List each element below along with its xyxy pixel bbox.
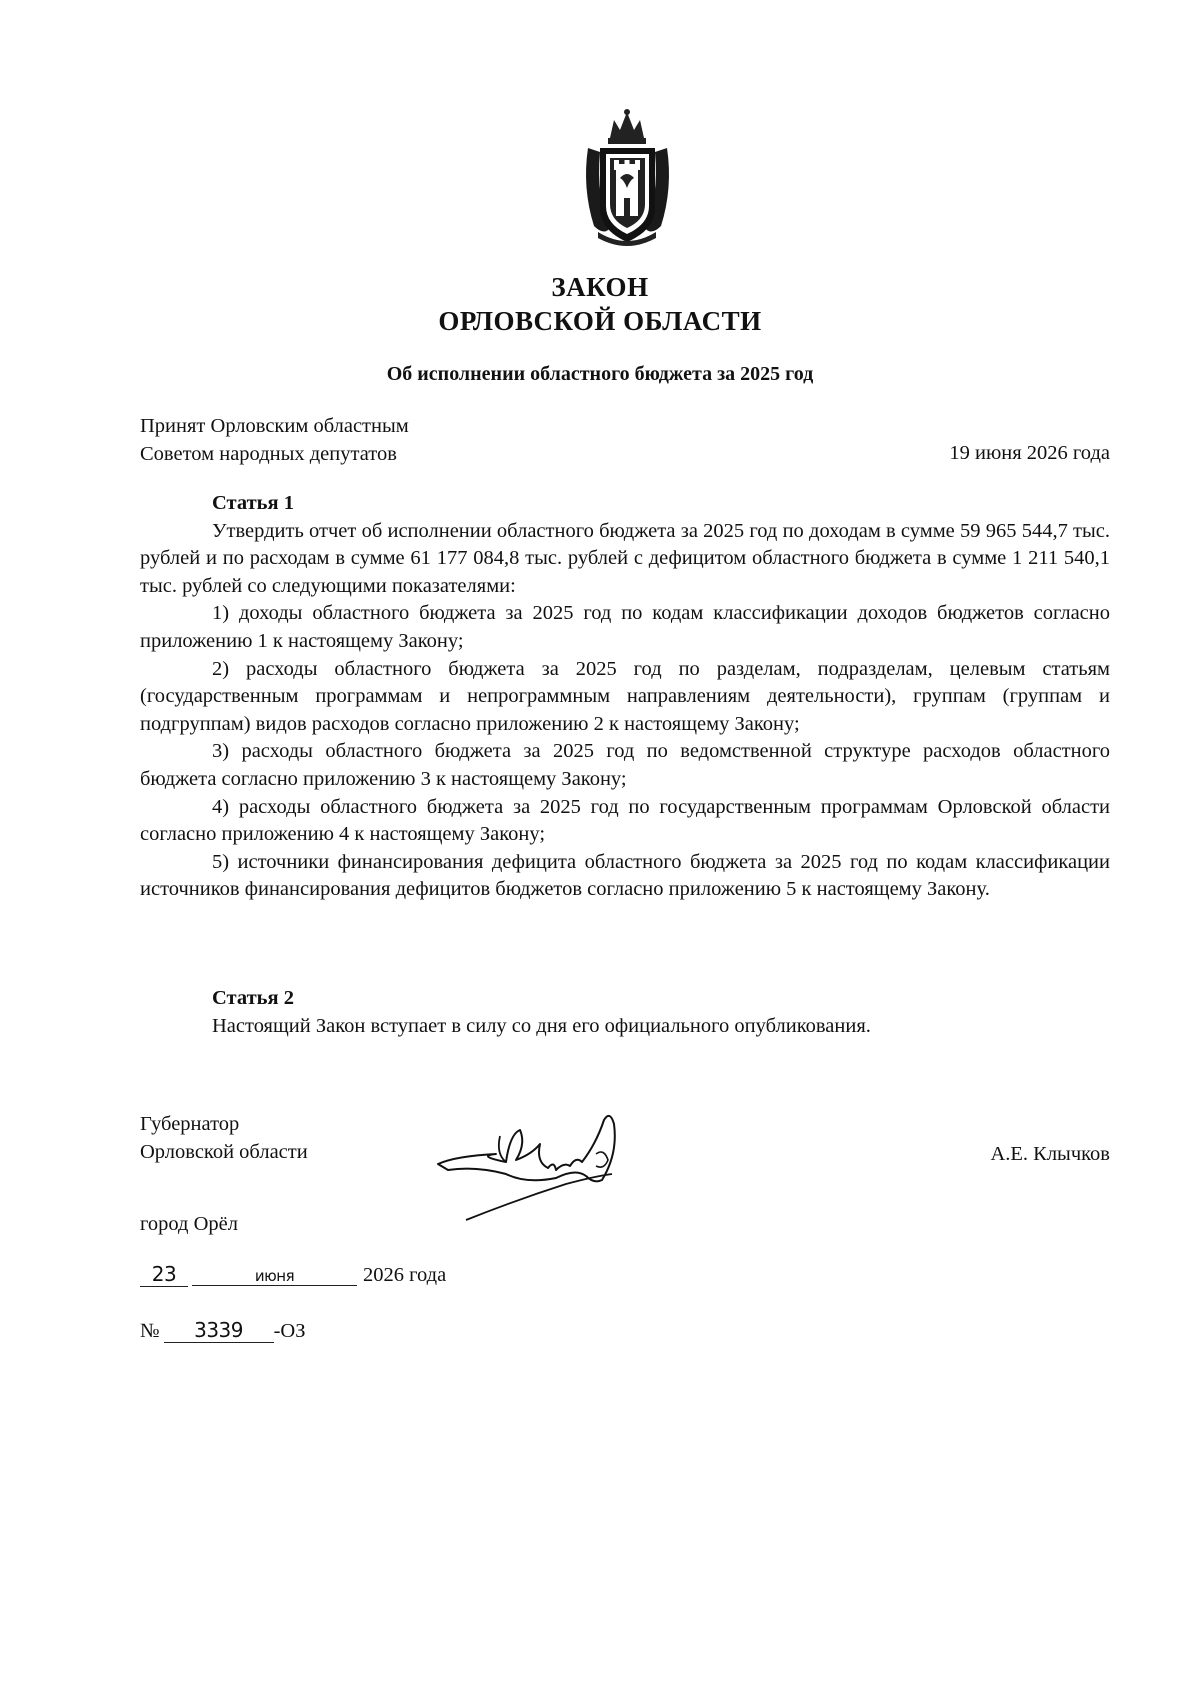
signing-month: июня	[192, 1267, 357, 1286]
adoption-date: 19 июня 2026 года	[949, 442, 1110, 464]
coat-of-arms-emblem	[580, 108, 675, 248]
article-1-heading: Статья 1	[212, 492, 294, 514]
adoption-block	[140, 412, 409, 468]
article-1-item: 5) источники финансирования дефицита областного бюджета за 2025 год по кодам классификации источников финансирования дефицитов бюджетов согласно приложению 5 к настоящему Закону.	[140, 850, 1110, 901]
city-line: город Орёл	[140, 1213, 238, 1235]
signatory-position	[140, 1110, 308, 1166]
law-number-value: 3339	[164, 1318, 274, 1343]
article-1-item: 1) доходы областного бюджета за 2025 год по кодам классификации доходов бюджетов согласно приложению 1 к настоящему Закону;	[140, 602, 1110, 652]
article-1-item: 4) расходы областного бюджета за 2025 год по государственным программам Орловской области согласно приложению 4 к настоящему Закону;	[140, 795, 1110, 846]
law-number	[140, 1318, 305, 1343]
document-title-line1: ЗАКОН	[551, 272, 649, 302]
signing-day: 23	[140, 1262, 188, 1287]
document-title-line2: ОРЛОВСКОЙ ОБЛАСТИ	[438, 306, 762, 336]
adoption-line2: Советом народных депутатов	[140, 443, 397, 465]
article-2	[140, 985, 1110, 1040]
handwritten-signature	[436, 1104, 656, 1226]
signing-date	[140, 1262, 446, 1296]
document-subtitle: Об исполнении областного бюджета за 2025 год	[386, 363, 814, 385]
article-1-item: 2) расходы областного бюджета за 2025 год по разделам, подразделам, целевым статьям (государственным программам и непрограммным направлениям деятельности), группам (группам и подгруппам) видов расходов согласно приложению 2 к настоящему Закону;	[140, 657, 1110, 735]
article-2-text: Настоящий Закон вступает в силу со дня его официального опубликования.	[212, 1014, 871, 1037]
signatory-position-line2: Орловской области	[140, 1141, 308, 1163]
law-number-prefix: №	[140, 1320, 160, 1342]
signatory-position-line1: Губернатор	[140, 1113, 240, 1135]
signatory-name: А.Е. Клычков	[990, 1143, 1110, 1165]
article-1	[140, 490, 1110, 904]
signing-year: 2026 года	[363, 1264, 447, 1286]
article-2-heading: Статья 2	[212, 987, 294, 1009]
article-1-intro: Утвердить отчет об исполнении областного бюджета за 2025 год по доходам в сумме 59 965 544,7 тыс. рублей и по расходам в сумме 61 177 084,8 тыс. рублей с дефицитом областного бюджета в сумме 1 211 540,1 тыс. рублей со следующими показателями:	[140, 519, 1110, 597]
law-number-suffix: -ОЗ	[273, 1320, 306, 1342]
adoption-line1: Принят Орловским областным	[140, 415, 409, 437]
article-1-item: 3) расходы областного бюджета за 2025 год по ведомственной структуре расходов областного бюджета согласно приложению 3 к настоящему Закону;	[140, 740, 1110, 790]
